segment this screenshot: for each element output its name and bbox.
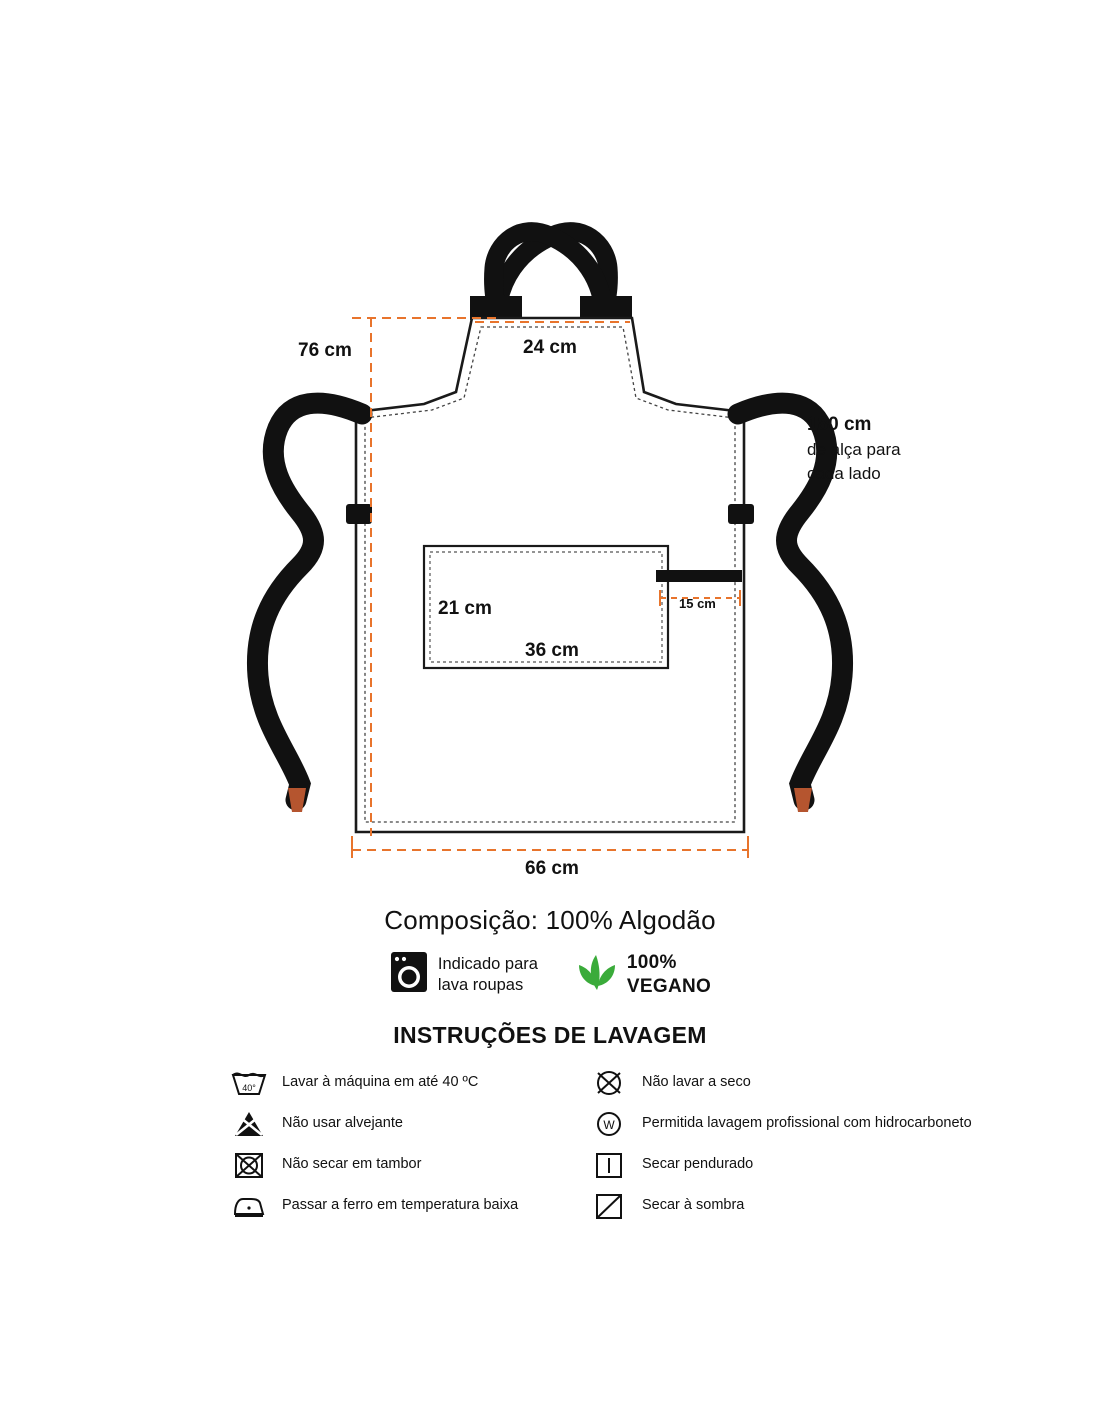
leaf-icon: [574, 950, 618, 999]
wash-item-label: Passar a ferro em temperatura baixa: [282, 1196, 519, 1213]
wash-item: [588, 1062, 1028, 1103]
strap-length-detail-line2: cada lado: [807, 463, 881, 483]
svg-text:W: W: [603, 1117, 615, 1132]
drip-dry-icon: [588, 1147, 630, 1183]
wash-item-label: Secar à sombra: [642, 1196, 745, 1213]
wash-item: [228, 1185, 588, 1226]
no-bleach-icon: [228, 1106, 270, 1142]
badge-line1: 100%: [626, 951, 677, 973]
iron-low-icon: [228, 1188, 270, 1224]
wash-item: [588, 1103, 1028, 1144]
wash-item: [588, 1144, 1028, 1185]
strap-length-note: [807, 412, 997, 485]
dimension-label-bib-width: 24 cm: [523, 337, 577, 358]
no-dry-clean-icon: [588, 1065, 630, 1101]
wash-item-label: Secar pendurado: [642, 1155, 754, 1172]
wash-item: [588, 1185, 1028, 1226]
badge-line2: lava roupas: [437, 975, 524, 994]
dimension-label-bottom-width: 66 cm: [525, 858, 579, 879]
composition-badges: [0, 950, 1100, 999]
strap-length-value: 180 cm: [807, 414, 872, 435]
wash-item-label: Não secar em tambor: [282, 1155, 422, 1172]
badge-machine-washable: [389, 950, 538, 999]
neck-straps-icon: [470, 232, 632, 320]
badge-vegan: [574, 950, 711, 999]
washing-instructions-grid: [228, 1062, 1028, 1226]
svg-text:40°: 40°: [242, 1082, 256, 1093]
wash-item-label: Não usar alvejante: [282, 1114, 403, 1131]
wash-item: [228, 1103, 588, 1144]
no-tumble-dry-icon: [228, 1147, 270, 1183]
badge-vegan-text: [627, 951, 711, 998]
dry-in-shade-icon: [588, 1188, 630, 1224]
dimension-label-height: 76 cm: [298, 340, 352, 361]
wash-item-label: Lavar à máquina em até 40 ºC: [282, 1073, 479, 1090]
dimension-label-pocket-divider: 15 cm: [679, 596, 716, 611]
wash-item-label: Permitida lavagem profissional com hidrocarboneto: [642, 1114, 972, 1131]
badge-machine-washable-text: [438, 954, 538, 995]
badge-line1: Indicado para: [437, 955, 538, 974]
badge-line2: VEGANO: [626, 975, 712, 997]
wash-40-icon: [228, 1065, 270, 1101]
dimension-label-pocket-height: 21 cm: [438, 598, 492, 619]
strap-length-detail-line1: de alça para: [807, 440, 901, 460]
wash-item: [228, 1144, 588, 1185]
wash-item: [228, 1062, 588, 1103]
professional-hydrocarbon-icon: [588, 1106, 630, 1142]
composition-block: [0, 905, 1100, 999]
wash-item-label: Não lavar a seco: [642, 1073, 751, 1090]
dimension-label-pocket-width: 36 cm: [525, 640, 579, 661]
composition-title: Composição: 100% Algodão: [384, 905, 716, 935]
washing-machine-icon: [389, 950, 429, 999]
washing-instructions-title: INSTRUÇÕES DE LAVAGEM: [393, 1022, 707, 1048]
